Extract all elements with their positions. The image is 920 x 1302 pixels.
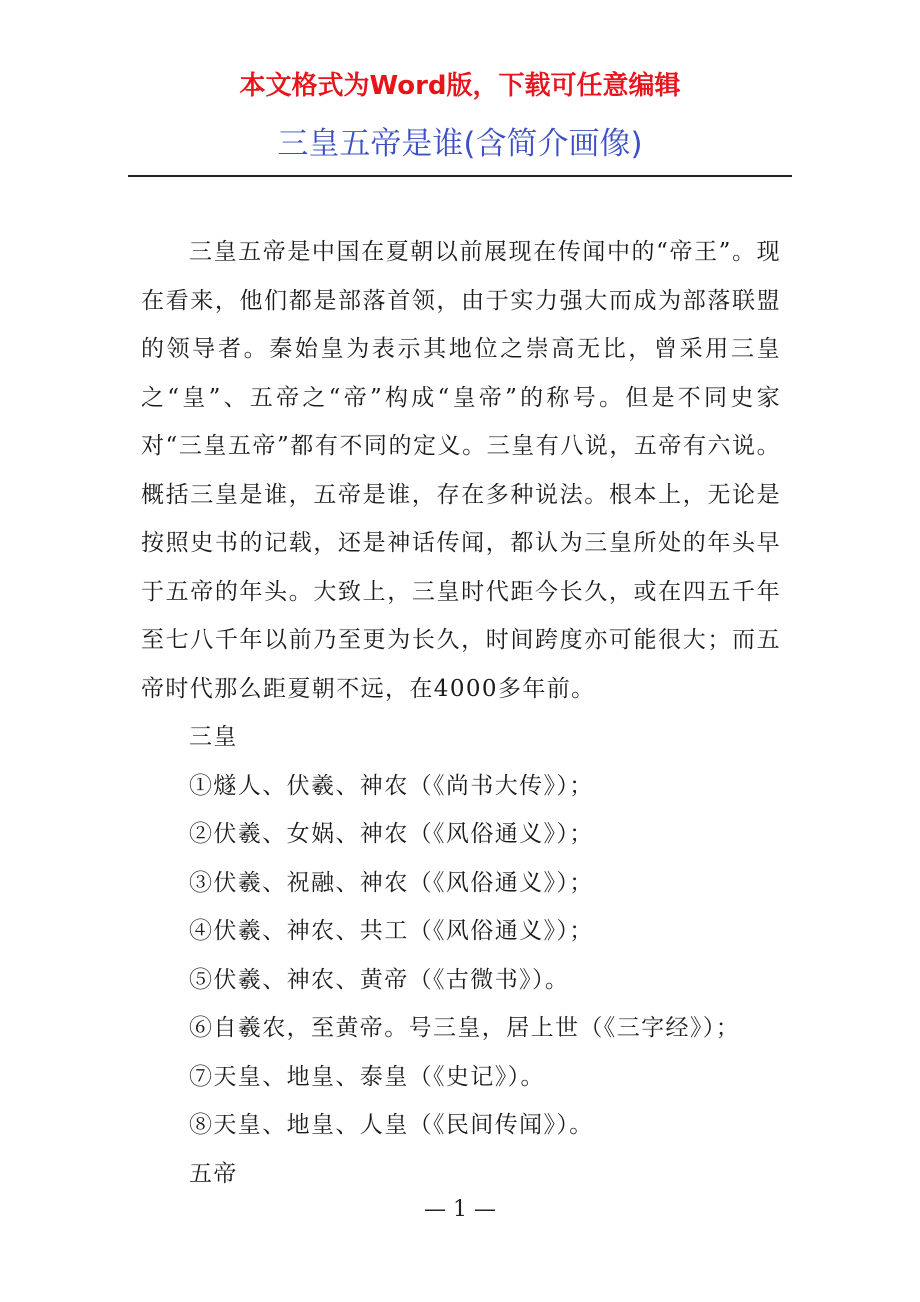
section-heading-three-sovereigns: 三皇	[189, 724, 238, 750]
list-item: ④伏羲、神农、共工（《风俗通义》）；	[189, 918, 594, 944]
list-item: ③伏羲、祝融、神农（《风俗通义》）；	[189, 869, 594, 896]
content-lines	[189, 713, 789, 1198]
intro-paragraph: 三皇五帝是中国在夏朝以前展现在传闻中的“帝王”。现在看来，他们都是部落首领，由于实力强大而成为部落联盟的领导者。秦始皇为表示其地位之崇高无比，曾采用三皇之“皇”、五帝之“帝”构成“皇帝”的称号。但是不同史家对“三皇五帝”都有不同的定义。三皇有八说，五帝有六说。概括三皇是谁，五帝是谁，存在多种说法。根本上，无论是按照史书的记载，还是神话传闻，都认为三皇所处的年头早于五帝的年头。大致上，三皇时代距今长久，或在四五千年至七八千年以前乃至更为长久，时间跨度亦可能很大；而五帝时代那么距夏朝不远，在4000多年前。	[141, 239, 781, 702]
page-number: — 1 —	[424, 1197, 496, 1222]
page-title: 三皇五帝是谁(含简介画像)	[277, 126, 643, 162]
list-item: ②伏羲、女娲、神农（《风俗通义》）；	[189, 821, 594, 847]
section-heading-five-emperors: 五帝	[189, 1160, 238, 1187]
list-item: ⑥自羲农，至黄帝。号三皇，居上世（《三字经》）；	[189, 1015, 741, 1041]
list-item: ⑧天皇、地皇、人皇（《民间传闻》）。	[189, 1112, 594, 1138]
list-item: ⑦天皇、地皇、泰皇（《史记》）。	[189, 1063, 545, 1090]
title-divider	[128, 175, 792, 177]
list-item: ⑤伏羲、神农、黄帝（《古微书》）。	[189, 966, 570, 993]
format-notice: 本文格式为Word版，下载可任意编辑	[239, 71, 681, 101]
list-item: ①燧人、伏羲、神农（《尚书大传》）；	[189, 772, 594, 799]
